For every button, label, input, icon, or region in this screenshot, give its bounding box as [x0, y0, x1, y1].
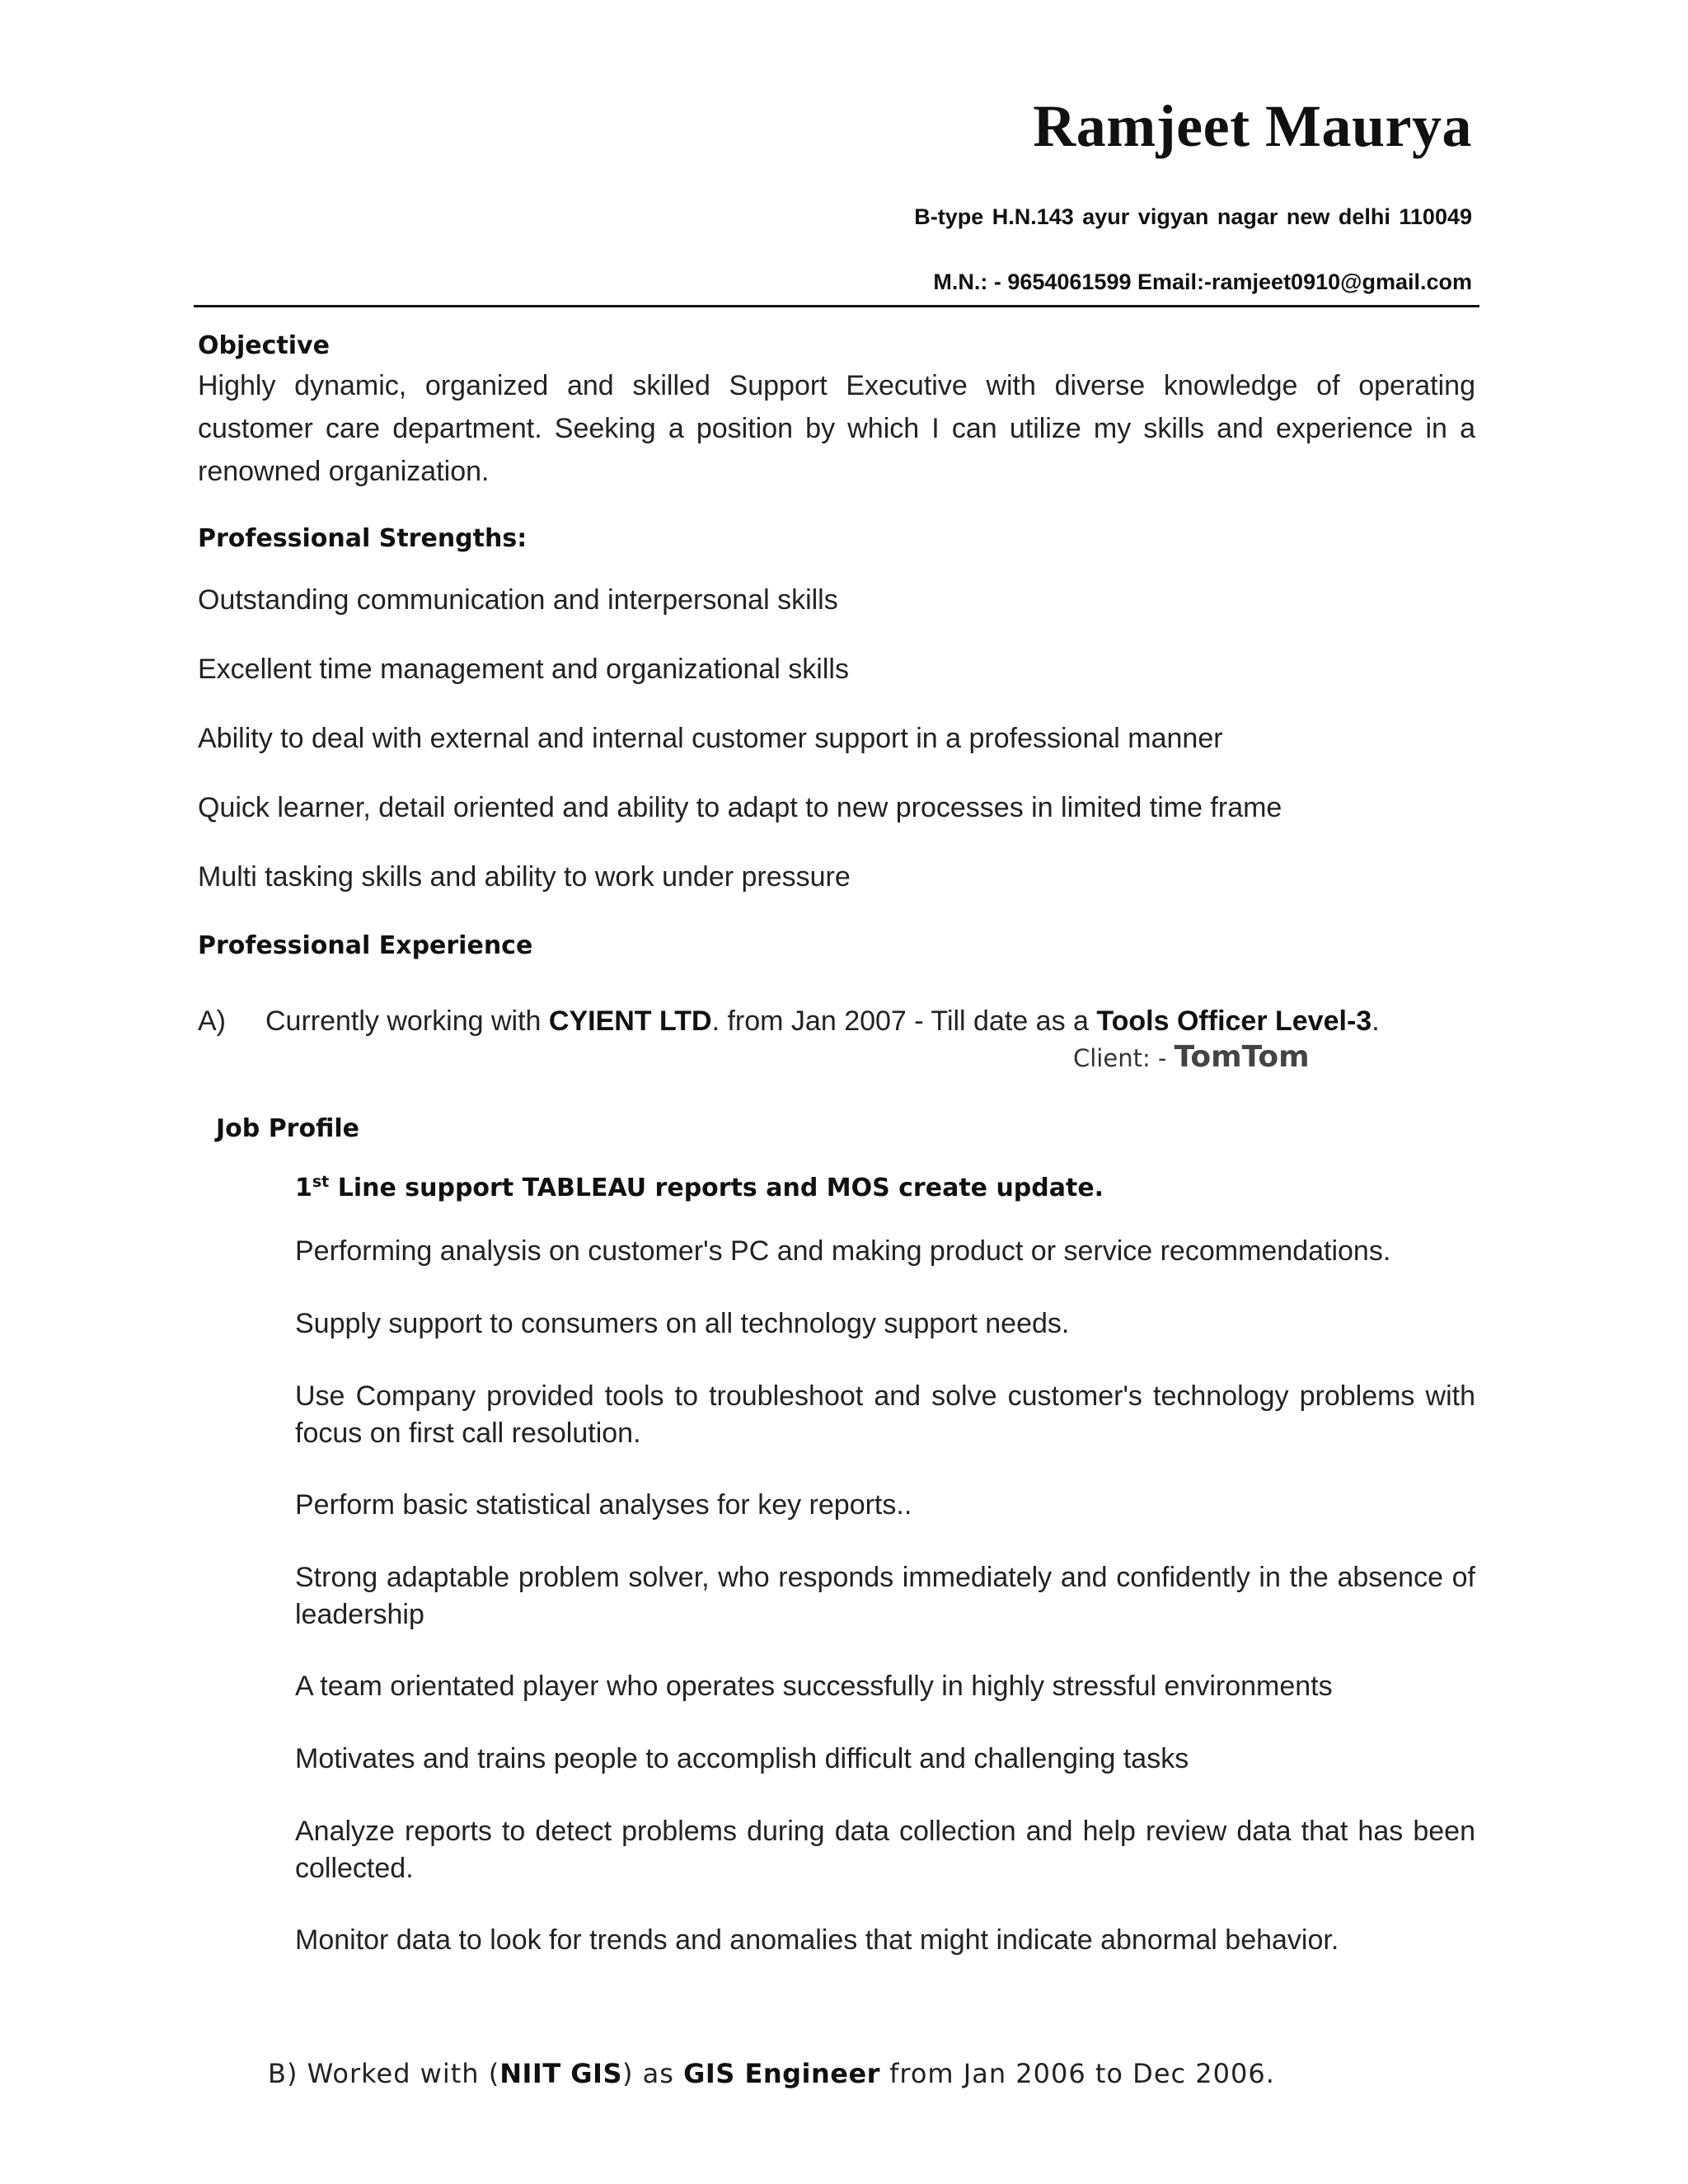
- duty-item: Supply support to consumers on all technology support needs.: [295, 1308, 1070, 1339]
- experience-entry-a: [198, 1005, 1380, 1038]
- header-divider: [194, 305, 1479, 307]
- contact-line: M.N.: - 9654061599 Email:-ramjeet0910@gmail.com: [933, 269, 1472, 294]
- experience-heading: Professional Experience: [198, 931, 533, 960]
- role-title: [295, 1174, 1104, 1202]
- entry-period: from Jan 2006 to Dec 2006.: [879, 2058, 1275, 2089]
- duty-item: Use Company provided tools to troubleshoot and solve customer's technology problems with focus on first call resolution.: [295, 1380, 1475, 1449]
- entry-period: . from Jan 2007 - Till date as a: [711, 1005, 1097, 1037]
- role-ordinal: 1: [295, 1174, 312, 1202]
- address: B-type H.N.143 ayur vigyan nagar new delhi 110049: [914, 204, 1472, 229]
- client-name: TomTom: [1174, 1040, 1310, 1074]
- client-line: [1073, 1040, 1310, 1074]
- experience-entry-b: [268, 2058, 1275, 2089]
- strength-item: Quick learner, detail oriented and ability to adapt to new processes in limited time frame: [198, 792, 1282, 823]
- candidate-name: Ramjeet Maurya: [1033, 93, 1472, 159]
- strength-item: Outstanding communication and interpersonal skills: [198, 584, 838, 616]
- company-name: CYIENT LTD: [548, 1005, 712, 1037]
- strengths-heading: Professional Strengths:: [198, 524, 528, 553]
- job-profile-heading: Job Profile: [216, 1114, 359, 1143]
- role-ordinal-suffix: st: [312, 1173, 330, 1191]
- strength-item: Ability to deal with external and internal customer support in a professional manner: [198, 723, 1223, 754]
- entry-marker: A): [198, 1005, 226, 1037]
- objective-heading: Objective: [198, 331, 330, 360]
- job-title: Tools Officer Level-3: [1096, 1005, 1372, 1037]
- duty-item: Perform basic statistical analyses for key reports..: [295, 1489, 912, 1521]
- duty-item: Motivates and trains people to accomplish difficult and challenging tasks: [295, 1743, 1189, 1774]
- objective-text: Highly dynamic, organized and skilled Support Executive with diverse knowledge of operating customer care department. Seeking a position by which I can utilize my skills and experience in a renowned organization.: [198, 370, 1475, 487]
- duty-item: Performing analysis on customer's PC and making product or service recommendations.: [295, 1235, 1391, 1267]
- entry-prefix: B) Worked with (: [268, 2058, 500, 2089]
- company-name: NIIT GIS: [499, 2058, 622, 2089]
- role-text: Line support TABLEAU reports and MOS create update.: [329, 1174, 1104, 1202]
- entry-middle: ) as: [622, 2058, 684, 2089]
- client-label: Client: -: [1073, 1044, 1175, 1072]
- entry-prefix: Currently working with: [265, 1005, 549, 1037]
- duty-item: A team orientated player who operates successfully in highly stressful environments: [295, 1671, 1333, 1702]
- duty-item: Monitor data to look for trends and anomalies that might indicate abnormal behavior.: [295, 1924, 1339, 1956]
- job-title: GIS Engineer: [683, 2058, 880, 2089]
- strength-item: Excellent time management and organizational skills: [198, 654, 849, 685]
- duty-item: Analyze reports to detect problems during data collection and help review data that has been collected.: [295, 1816, 1475, 1884]
- entry-suffix: .: [1372, 1005, 1380, 1037]
- strength-item: Multi tasking skills and ability to work under pressure: [198, 861, 851, 893]
- duty-item: Strong adaptable problem solver, who responds immediately and confidently in the absence of leadership: [295, 1562, 1475, 1630]
